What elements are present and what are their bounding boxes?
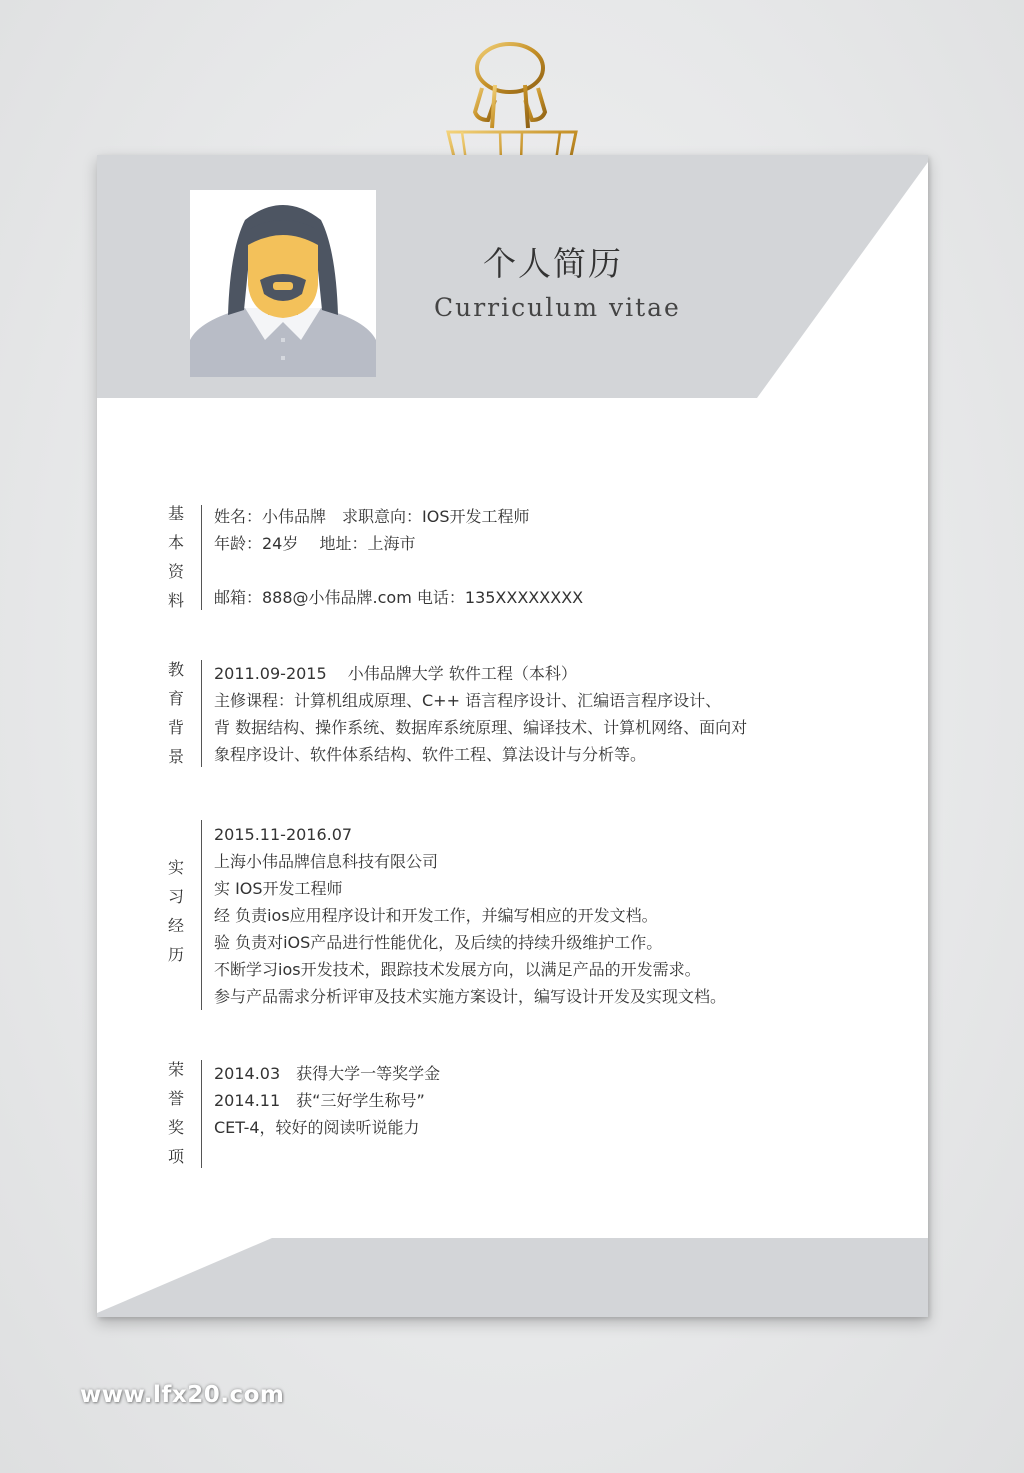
- list-item: 2011.09-2015 小伟品牌大学 软件工程（本科）: [214, 664, 577, 683]
- section-internship-content: [214, 821, 726, 1010]
- list-item: 邮箱：888@小伟品牌.com 电话：135XXXXXXXX: [214, 588, 584, 607]
- resume-title-en: Curriculum vitae: [434, 293, 681, 322]
- list-item: 姓名：小伟品牌 求职意向：IOS开发工程师: [214, 507, 530, 526]
- section-divider: [201, 820, 202, 1010]
- section-label-internship: 实 习 经 历: [167, 858, 184, 964]
- section-label-honors: 荣 誉 奖 项: [167, 1060, 184, 1166]
- site-watermark: www.lfx20.com: [80, 1382, 285, 1408]
- list-item: 象程序设计、软件体系结构、软件工程、算法设计与分析等。: [214, 745, 647, 764]
- section-honors-content: [214, 1060, 440, 1141]
- list-item: 经 负责ios应用程序设计和开发工作，并编写相应的开发文档。: [214, 906, 658, 925]
- resume-paper: [97, 155, 928, 1317]
- section-divider: [201, 505, 202, 610]
- list-item: 2014.03 获得大学一等奖学金: [214, 1064, 441, 1083]
- list-item: CET-4，较好的阅读听说能力: [214, 1118, 420, 1137]
- list-item: 上海小伟品牌信息科技有限公司: [214, 852, 439, 871]
- list-item: 2015.11-2016.07: [214, 825, 353, 844]
- list-item: 2014.11 获“三好学生称号”: [214, 1091, 425, 1110]
- list-item: 背 数据结构、操作系统、数据库系统原理、编译技术、计算机网络、面向对: [214, 718, 748, 737]
- list-item: 验 负责对iOS产品进行性能优化，及后续的持续升级维护工作。: [214, 933, 663, 952]
- section-label-education: 教 育 背 景: [167, 660, 184, 766]
- avatar-icon: [190, 190, 376, 377]
- list-item: 实 IOS开发工程师: [214, 879, 343, 898]
- section-education-content: [214, 660, 747, 768]
- list-item: 不断学习ios开发技术，跟踪技术发展方向，以满足产品的开发需求。: [214, 960, 701, 979]
- list-item: 主修课程：计算机组成原理、C++ 语言程序设计、汇编语言程序设计、: [214, 691, 722, 710]
- list-item: [214, 557, 583, 584]
- resume-title-cn: 个人简历: [483, 244, 623, 283]
- profile-photo: [190, 190, 376, 377]
- list-item: 年龄：24岁 地址：上海市: [214, 534, 416, 553]
- list-item: 参与产品需求分析评审及技术实施方案设计，编写设计开发及实现文档。: [214, 987, 727, 1006]
- section-basic-content: [214, 503, 583, 611]
- section-divider: [201, 660, 202, 767]
- section-label-basic: 基 本 资 料: [167, 504, 184, 610]
- section-divider: [201, 1060, 202, 1168]
